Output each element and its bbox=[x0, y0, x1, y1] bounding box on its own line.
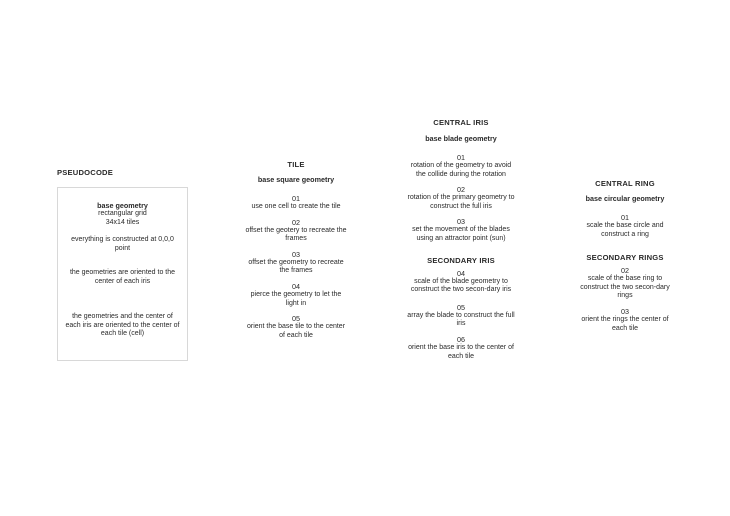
step-number: 03 bbox=[621, 306, 629, 316]
iris-step bbox=[407, 153, 515, 179]
step-text: scale of the base ring to construct the two secon-dary rings bbox=[580, 275, 670, 300]
step-text: orient the base iris to the center of each tile bbox=[408, 343, 514, 360]
iris-step bbox=[407, 335, 515, 361]
step-text: pierce the geometry to let the light in bbox=[250, 290, 342, 307]
base-geometry-title: base geometry bbox=[97, 201, 148, 210]
step-text: use one cell to create the tile bbox=[251, 203, 341, 210]
step-number: 03 bbox=[292, 249, 300, 259]
step-number: 03 bbox=[457, 217, 465, 227]
step-text: orient the rings the center of each tile bbox=[581, 315, 669, 332]
step-text: rotation of the geometry to avoid the collide during the rotation bbox=[410, 162, 512, 178]
tile-step bbox=[244, 282, 348, 308]
step-text: scale the base circle and construct a ring bbox=[586, 222, 664, 238]
pseudocode-title: PSEUDOCODE bbox=[57, 168, 114, 177]
tile-subtitle: base square geometry bbox=[257, 175, 335, 184]
step-number: 06 bbox=[457, 334, 465, 344]
step-number: 02 bbox=[457, 185, 465, 195]
ring-column bbox=[573, 179, 677, 333]
step-text: rotation of the primary geometry to construct the full iris bbox=[407, 194, 515, 210]
iris-step bbox=[407, 185, 515, 211]
base-geometry-line: rectangular grid bbox=[98, 210, 147, 217]
step-text: scale of the blade geometry to construct the two secon-dary iris bbox=[410, 277, 512, 294]
base-geometry-line: 34x14 tiles bbox=[105, 218, 140, 226]
step-text: offset the geometry to recreate the frames bbox=[248, 258, 344, 275]
iris-step bbox=[407, 269, 515, 295]
tile-column bbox=[244, 160, 348, 340]
central-iris-subtitle: base blade geometry bbox=[425, 134, 497, 143]
step-number: 05 bbox=[292, 314, 300, 324]
step-number: 01 bbox=[292, 194, 300, 203]
oriented-note: the geometries are oriented to the center of each iris bbox=[69, 269, 176, 285]
base-geometry-block bbox=[64, 201, 181, 227]
tile-step bbox=[244, 194, 348, 212]
ring-step bbox=[573, 213, 677, 239]
step-number: 01 bbox=[621, 213, 629, 222]
ring-step bbox=[573, 266, 677, 301]
tile-step bbox=[244, 218, 348, 244]
step-number: 02 bbox=[292, 217, 300, 227]
step-text: set the movement of the blades using an attractor point (sun) bbox=[412, 226, 510, 242]
secondary-iris-title: SECONDARY IRIS bbox=[427, 255, 495, 265]
centers-note: the geometries and the center of each iris are oriented to the center of each tile (cell) bbox=[65, 313, 180, 338]
step-number: 05 bbox=[457, 302, 465, 312]
constructed-note: everything is constructed at 0,0,0 point bbox=[71, 236, 174, 252]
step-number: 04 bbox=[292, 281, 300, 291]
iris-step bbox=[407, 303, 515, 329]
tile-step bbox=[244, 250, 348, 276]
secondary-rings-title: SECONDARY RINGS bbox=[586, 253, 664, 263]
step-number: 01 bbox=[457, 153, 465, 162]
iris-column bbox=[407, 118, 515, 361]
tile-title: TILE bbox=[287, 160, 305, 169]
central-iris-title: CENTRAL IRIS bbox=[433, 118, 489, 127]
step-number: 04 bbox=[457, 268, 465, 278]
step-text: orient the base tile to the center of each tile bbox=[246, 323, 346, 339]
step-text: array the blade to construct the full iris bbox=[407, 311, 515, 328]
step-number: 02 bbox=[621, 266, 629, 276]
pseudocode-box bbox=[57, 187, 188, 361]
tile-step bbox=[244, 314, 348, 340]
central-ring-subtitle: base circular geometry bbox=[585, 194, 665, 203]
step-text: offset the geotery to recreate the frames bbox=[245, 226, 347, 243]
central-ring-title: CENTRAL RING bbox=[595, 179, 655, 188]
iris-step bbox=[407, 217, 515, 243]
ring-step bbox=[573, 307, 677, 333]
